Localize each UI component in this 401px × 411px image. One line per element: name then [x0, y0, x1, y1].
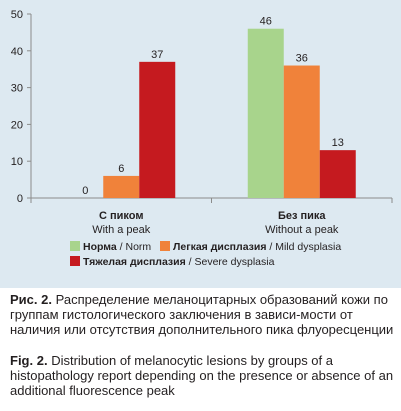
legend-swatch	[70, 256, 80, 266]
bar	[248, 29, 284, 198]
category-label-en: With a peak	[92, 224, 151, 236]
data-label: 37	[151, 48, 164, 61]
y-tick-label: 30	[10, 82, 23, 95]
y-tick-label: 40	[10, 45, 23, 58]
y-tick-label: 0	[16, 193, 23, 205]
legend-label: Тяжелая дисплазия / Severe dysplasia	[83, 256, 275, 268]
caption-ru-label: Рис. 2.	[10, 292, 52, 307]
bar	[103, 176, 139, 198]
y-tick-label: 50	[10, 9, 23, 21]
category-label-ru: С пиком	[99, 210, 144, 222]
category-label-en: Without a peak	[265, 224, 339, 236]
caption-russian	[10, 292, 394, 337]
legend-label: Норма / Norm	[83, 241, 152, 253]
bar	[320, 150, 356, 198]
y-tick-label: 20	[10, 119, 23, 132]
category-label-ru: Без пика	[277, 210, 326, 222]
legend-swatch	[70, 241, 80, 251]
caption-en-label: Fig. 2.	[10, 353, 48, 368]
bar	[284, 66, 320, 198]
legend-label: Легкая дисплазия / Mild dysplasia	[173, 241, 342, 253]
data-label: 13	[331, 137, 344, 150]
caption-ru-text: Распределение меланоцитарных образований кожи по группам гистологического заключения в зависи-мости от наличия или отсутствия дополнительного пика флуоресценции	[10, 292, 394, 337]
data-label: 0	[82, 185, 89, 197]
legend-swatch	[160, 241, 170, 251]
caption-en-text: Distribution of melanocytic lesions by groups of a histopathology report depending on the presence or absence of an additional fluorescence peak	[10, 353, 394, 398]
data-label: 46	[259, 15, 272, 28]
data-label: 6	[118, 162, 125, 175]
y-tick-label: 10	[10, 156, 23, 169]
data-label: 36	[295, 52, 308, 65]
caption-english	[10, 353, 394, 398]
bar	[139, 62, 175, 198]
